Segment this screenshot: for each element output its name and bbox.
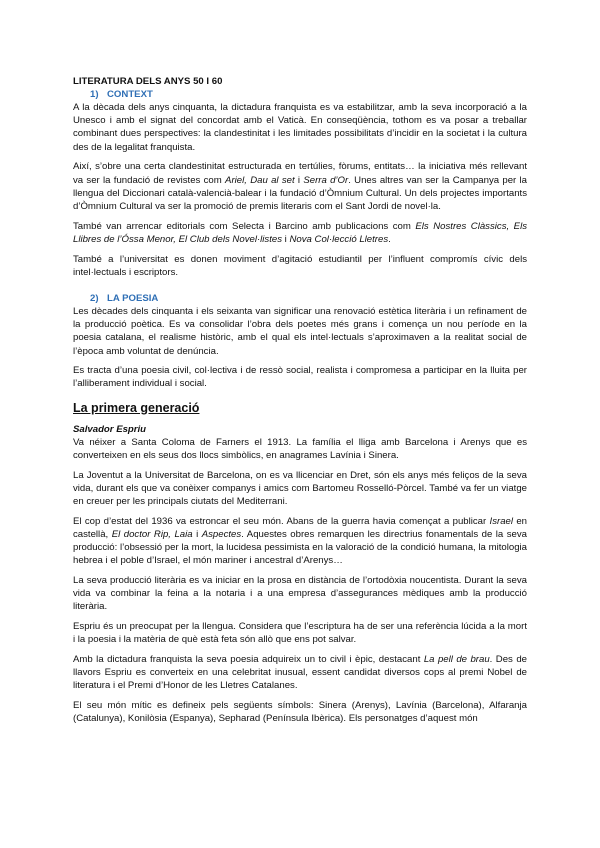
section-heading-context: [73, 89, 527, 101]
paragraph: El cop d’estat del 1936 va estroncar el seu món. Abans de la guerra havia començat a publicar Israel en castellà, El doctor Rip, Laia i Aspectes. Aquestes obres remarquen les directrius fonamentals de la seva producció: l’obsessió per la mort, la lucidesa pessimista en la valoració de la condició humana, la mitologia hebrea i el poble d’Israel, el món mariner i ancestral d’Arenys…: [73, 515, 528, 567]
document-title: LITERATURA DELS ANYS 50 I 60: [73, 76, 223, 87]
section-title: CONTEXT: [107, 89, 153, 100]
paragraph: Va néixer a Santa Coloma de Farners el 1913. La família el lliga amb Barcelona i Arenys que es converteixen en els seus dos llocs simbòlics, en anagrames Lavínia i Sinera.: [73, 436, 527, 461]
generation-heading: La primera generació: [73, 400, 200, 415]
section-heading-poesia: [73, 293, 527, 305]
paragraph: Així, s’obre una certa clandestinitat estructurada en tertúlies, fòrums, entitats… la iniciativa més rellevant va ser la fundació de revistes com Ariel, Dau al set i Serra d’Or. Unes altres van ser la Campanya per la llengua del Diccionari català-valencià-balear i la fundació d’Òmnium Cultural. Un dels projectes importants d’Òmnium Cultural va ser la promoció de premis literaris com el Sant Jordi de novel·la.: [73, 161, 527, 212]
author-name: Salvador Espriu: [73, 423, 147, 435]
paragraph: A la dècada dels anys cinquanta, la dictadura franquista es va estabilitzar, amb la seva incorporació a la Unesco i amb el signat del concordat amb el Vaticà. En conseqüència, tothom es va posar a treballar combinant dues perspectives: la clandestinitat i les limitades possibilitats d’incidir en la societat i la cultura des de la legalitat franquista.: [73, 102, 527, 153]
paragraph: Amb la dictadura franquista la seva poesia adquireix un to civil i èpic, destacant La pell de brau. Des de llavors Espriu es converteix en una celebritat inusual, essent candidat diversos cops al premi Nobel de literatura i el Premi d’Honor de les Lletres Catalanes.: [73, 654, 527, 692]
paragraph: La seva producció literària es va iniciar en la prosa en distància de l’ortodòxia noucentista. Durant la seva vida va combinar la feina a la notaria i a una empresa d’assegurances mèdiques amb la producció literària.: [73, 574, 527, 613]
paragraph: També van arrencar editorials com Selecta i Barcino amb publicacions com Els Nostres Clàssics, Els Llibres de l’Óssa Menor, El Club dels Novel·listes i Nova Col·lecció Lletres.: [73, 220, 527, 245]
paragraph: Espriu és un preocupat per la llengua. Considera que l’escriptura ha de ser una referència lúcida a la mort i la poesia i la matèria de què està feta són allò que ens pot salvar.: [73, 621, 527, 646]
section-number: 1): [90, 89, 99, 100]
section-title: LA POESIA: [107, 292, 159, 304]
paragraph: La Joventut a la Universitat de Barcelona, on es va llicenciar en Dret, són els anys més feliços de la seva vida, durant els que va conèixer companys i amics com Bartomeu Rosselló-Pòrcel. També va fer un viatge en creuer per les principals ciutats del Mediterrani.: [73, 469, 527, 507]
paragraph: Les dècades dels cinquanta i els seixanta van significar una renovació estètica literària i un refinament de la producció poètica. Es va consolidar l’obra dels poetes més grans i comença un nou període en la poesia catalana, el realisme històric, amb el qual els intel·lectuals s’aproximaven a la realitat social de l’època amb voluntat de denúncia.: [73, 305, 527, 357]
paragraph: També a l’universitat es donen moviment d’agitació estudiantil per l’influent compromís cívic dels intel·lectuals i escriptors.: [73, 253, 527, 278]
paragraph: El seu món mític es defineix pels següents símbols: Sinera (Arenys), Lavínia (Barcelona), Alfaranja (Catalunya), Konilòsia (Espanya), Sepharad (Península Ibèrica). Els personatges d’aquest món: [73, 700, 527, 725]
section-number: 2): [90, 292, 99, 304]
paragraph: Es tracta d’una poesia civil, col·lectiva i de ressò social, realista i compromesa a participar en la lluita per l’alliberament individual i social.: [73, 365, 527, 390]
